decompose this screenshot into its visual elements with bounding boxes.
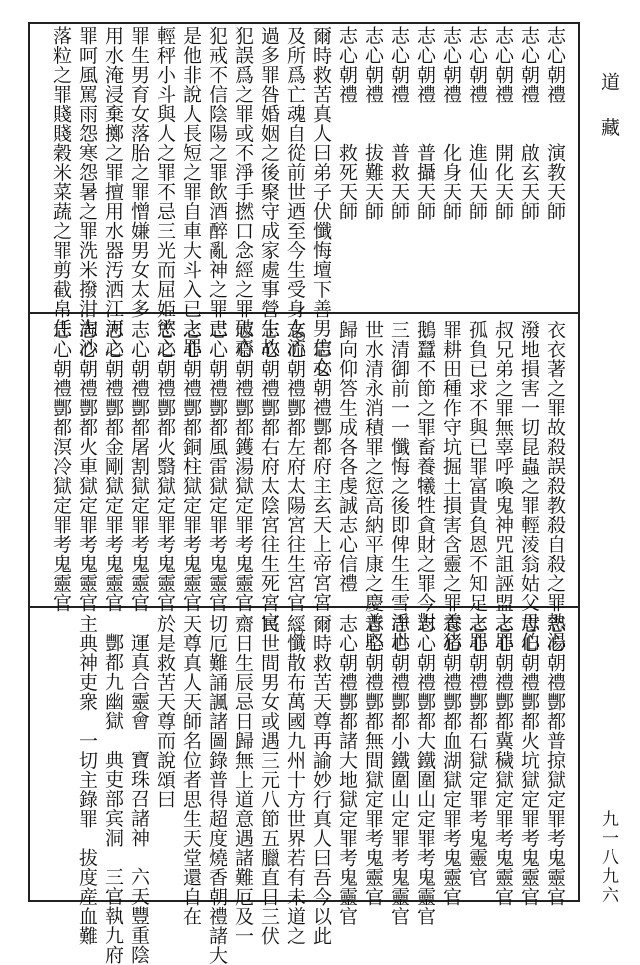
- text-column: 酆都九幽獄 典吏部宾洞 三官執九府: [102, 633, 124, 965]
- text-column: 落粒之罪賤賤穀米菜蔬之罪剪截帛任: [50, 26, 72, 338]
- text-column: 志心朝禮酆都銅柱獄定罪考鬼靈官: [180, 320, 202, 613]
- punctuation-mark: [296, 332, 305, 341]
- text-column: 志心朝禮酆都右府太陰宮往生死宮官: [258, 320, 280, 632]
- text-column: 於是救苦天尊而說頌曰: [154, 614, 176, 809]
- punctuation-mark: [294, 627, 303, 636]
- text-column: 志心朝禮酆都諸大地獄定罪考鬼靈官: [336, 614, 358, 926]
- text-column: 過多罪咎婚姻之後聚守成家處事營生故: [258, 26, 280, 358]
- text-panel-bottom: [30, 614, 578, 965]
- text-column: 志心朝禮酆都金剛獄定罪考鬼靈官: [102, 320, 124, 613]
- text-column: 鵝蠶不節之罪畜養犧牲貪財之罪今對: [414, 320, 436, 632]
- text-column: 世水清永消積罪之愆高納平康之慶普堅: [362, 320, 384, 652]
- text-column: 用水淹浸棄擲之罪擅用水器汚洒江河之: [102, 26, 124, 358]
- text-column: 志心朝禮酆都石獄定罪考鬼靈官: [466, 614, 488, 887]
- text-column: 民世間男女或遇三元八節五臘直日三伏: [258, 614, 280, 946]
- text-panel-middle: [30, 320, 578, 652]
- text-column: 運真合靈會 寶珠召諸神 六天豐重陰: [128, 633, 150, 965]
- text-column: 志心朝禮 拔難天師: [362, 26, 384, 221]
- text-column: 志心朝禮酆都左府太陽宮往生宮官: [284, 320, 306, 613]
- text-column: 志心朝禮 啟玄天師: [518, 26, 540, 221]
- text-column: 志心朝禮 開化天師: [492, 26, 514, 221]
- text-column: 爾時救苦真人曰弟子伏懺悔壇下善男信女: [310, 26, 332, 377]
- text-column: 志心朝禮酆都鑊湯獄定罪考鬼靈官: [232, 320, 254, 613]
- text-column: 志心朝禮酆都大鐵圍山定罪考鬼靈官: [414, 614, 436, 926]
- text-column: 志心朝禮 進仙天師: [466, 26, 488, 221]
- text-column: 主典神吏衆 一切主錄罪 拔度産血難: [76, 614, 98, 946]
- text-column: 志心朝禮酆都溟冷獄定罪考鬼靈官: [50, 320, 72, 613]
- text-column: 志心朝禮酆都府主玄天上帝宮宮: [310, 339, 332, 612]
- text-column: 輕秤小斗與人之罪不忌三光而屈姫慾之: [154, 26, 176, 358]
- text-column: 犯誤爲之罪或不淨手撚口念經之罪破齋: [232, 26, 254, 358]
- text-column: 及所爲亡魂自從前世迺至今生受身女流: [284, 26, 306, 358]
- text-column: 歸向仰答生成各各虔誠志心信禮: [336, 320, 358, 593]
- collection-title: 道 藏: [598, 72, 620, 147]
- text-column: 志心朝禮酆都火坑獄定罪考鬼靈官: [518, 614, 540, 907]
- text-column: 罪呵風罵雨怨寒怨暑之罪洗米撥泔淘沙: [76, 26, 98, 358]
- text-column: 志心朝禮酆都火車獄定罪考鬼靈官: [76, 320, 98, 613]
- text-column: 志心朝禮酆都血湖獄定罪考鬼靈官: [440, 614, 462, 907]
- text-column: 三清御前一一懺悔之後即俾生生雪淨世: [388, 320, 410, 652]
- text-column: 志心朝禮酆都風雷獄定罪考鬼靈官: [206, 320, 228, 613]
- text-column: 衣衣著之罪故殺誤殺教殺自殺之罪熱湯: [544, 320, 566, 652]
- text-column: 志心朝禮 普救天師: [388, 26, 410, 221]
- text-column: 天尊真人天師名位者思生天堂還自在: [180, 614, 202, 926]
- text-panel-top: [30, 26, 578, 377]
- text-column: 志心朝禮 普攝天師: [414, 26, 436, 221]
- text-column: 叔兄弟之罪無辜呼喚鬼神咒詛誣盟之罪: [492, 320, 514, 652]
- text-column: 孤負已求不與已罪富貴負恩不知足之罪: [466, 320, 488, 652]
- text-column: 志心朝禮 化身天師: [440, 26, 462, 221]
- text-column: 罪耕田種作守坑掘土損害含靈之罪養猪: [440, 320, 462, 652]
- text-column: 是他非說人長短之罪自車大斗入已之罪: [180, 26, 202, 358]
- text-column: 潑地損害一切昆蟲之罪輕淩翁姑父母伯: [518, 320, 540, 652]
- text-column: 志心朝禮酆都火翳獄定罪考鬼靈官: [154, 320, 176, 613]
- text-column: 罪生男育女落胎之罪憎嫌男女太多: [128, 26, 150, 319]
- text-column: 志心朝禮酆都無間獄定罪考鬼靈官: [362, 614, 384, 907]
- text-column: 志心朝禮酆都普掠獄定罪考鬼靈官: [544, 614, 566, 907]
- text-column: 志心朝禮 演教天師: [544, 26, 566, 221]
- text-column: 爾時救苦天尊再諭妙行真人曰吾今以此: [310, 614, 332, 946]
- text-column: 犯戒不信陰陽之罪飲酒醉亂神之罪已: [206, 26, 228, 338]
- text-column: 志心朝禮酆都冀穢獄定罪考鬼靈官: [492, 614, 514, 907]
- page-number: 九一八九六: [598, 810, 618, 905]
- text-column: 經懺散布萬國九州十方世界若有未道之: [284, 614, 306, 946]
- text-column: 志心朝禮酆都小鐵圍山定罪考鬼靈官: [388, 614, 410, 926]
- text-column: 齋日生辰忌日歸無上道意遇諸難厄及一: [232, 614, 254, 946]
- text-column: 志心朝禮酆都屠割獄定罪考鬼靈官: [128, 320, 150, 613]
- text-column: 切厄難誦諷諸圖錄普得超度燒香朝禮諸大: [206, 614, 228, 965]
- text-column: 志心朝禮 救死天師: [336, 26, 358, 221]
